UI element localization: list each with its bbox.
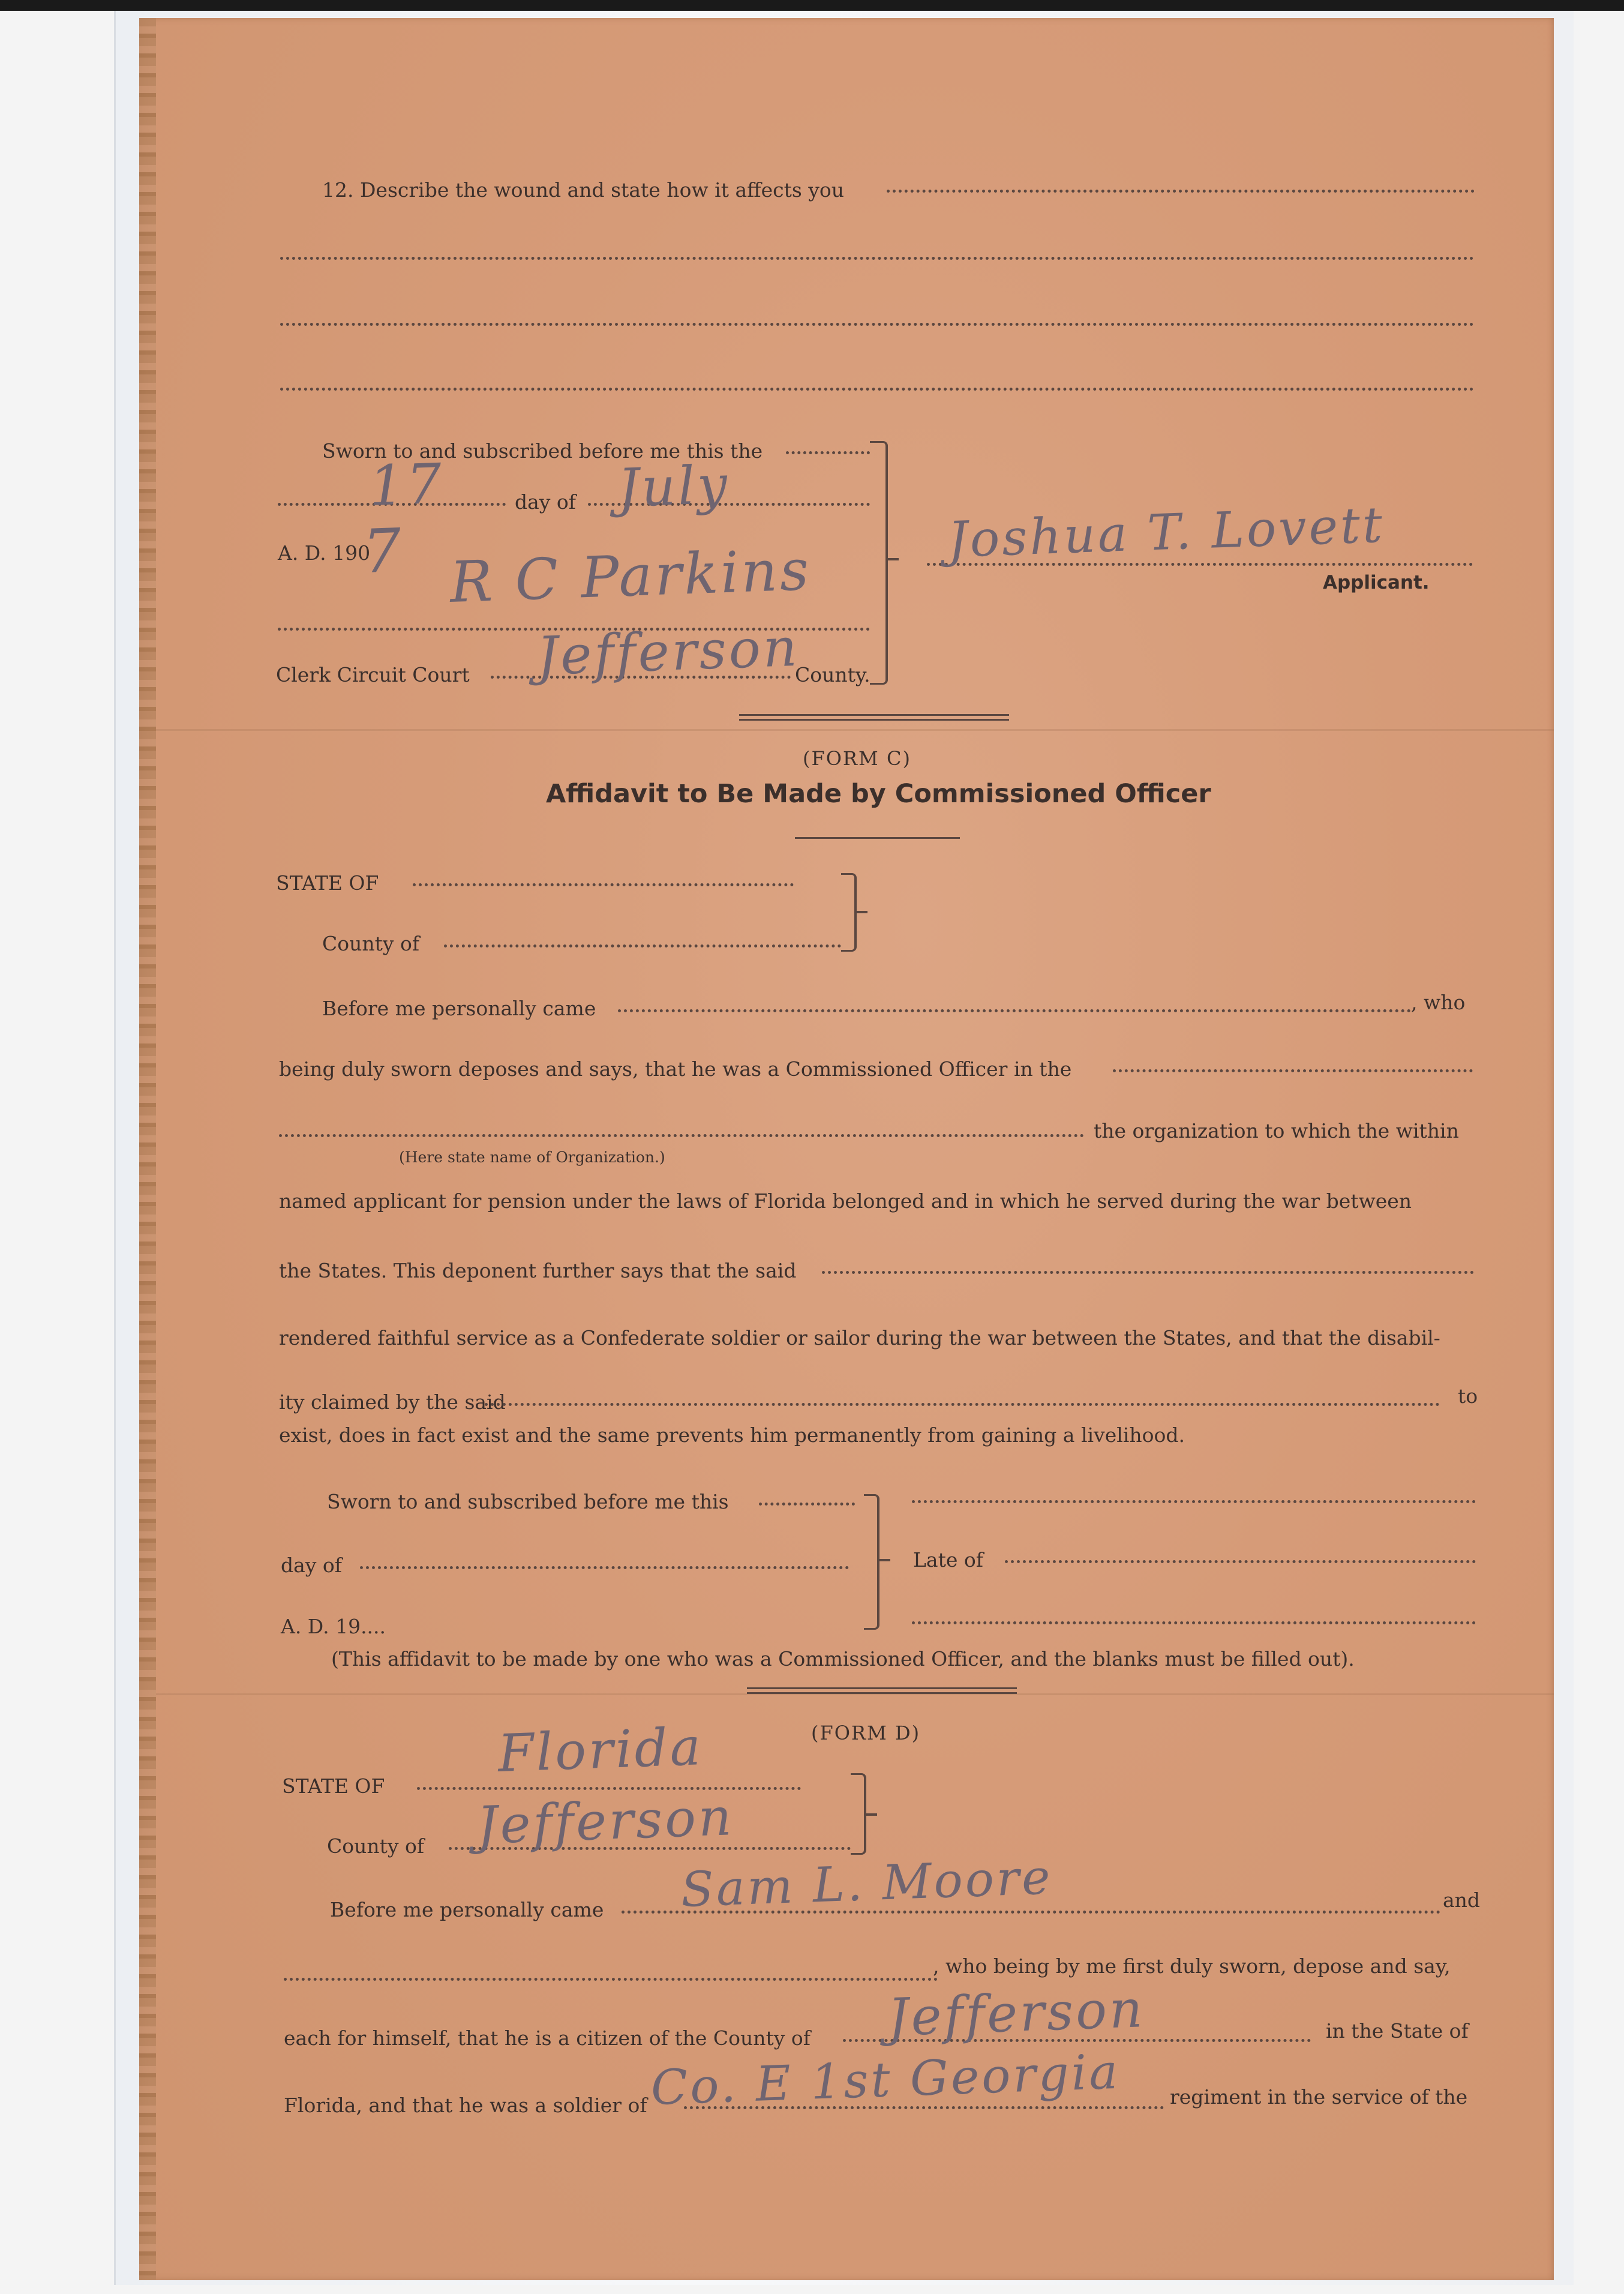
form-d-florida-soldier: Florida, and that he was a soldier of bbox=[284, 2094, 647, 2117]
jurat1-county: County. bbox=[795, 663, 870, 686]
form-c-org-hint: (Here state name of Organization.) bbox=[399, 1149, 665, 1166]
form-c-sworn-blank bbox=[759, 1503, 855, 1506]
form-c-late-of: Late of bbox=[913, 1548, 983, 1572]
separator-rule bbox=[747, 1687, 1017, 1689]
form-c-day-of: day of bbox=[281, 1554, 343, 1577]
hw-form-d-unit: Co. E 1st Georgia bbox=[650, 2043, 1121, 2116]
form-c-note: (This affidavit to be made by one who was a Commissioned Officer, and the blanks must be filled out). bbox=[331, 1647, 1355, 1671]
form-c-line-being: being duly sworn deposes and says, that he was a Commissioned Officer in the bbox=[279, 1057, 1072, 1081]
hw-month: July bbox=[617, 453, 731, 519]
jurat1-blank bbox=[786, 451, 870, 454]
form-d-in-state: in the State of bbox=[1326, 2019, 1469, 2043]
separator-rule bbox=[747, 1692, 1017, 1694]
form-d-label: (FORM D) bbox=[811, 1722, 921, 1744]
torn-left-edge bbox=[139, 18, 156, 2280]
form-c-line-named: named applicant for pension under the laws of Florida belonged and in which he served during the war between bbox=[279, 1189, 1412, 1213]
jurat1-sworn: Sworn to and subscribed before me this the bbox=[322, 439, 763, 463]
separator-rule bbox=[739, 719, 1009, 721]
hw-year: 7 bbox=[361, 515, 405, 587]
applicant-label: Applicant. bbox=[1323, 572, 1430, 593]
form-c-line-rendered: rendered faithful service as a Confederate soldier or sailor during the war between the States, and that the disabil- bbox=[279, 1326, 1440, 1350]
form-d-each-for: each for himself, that he is a citizen of the County of bbox=[284, 2026, 811, 2050]
form-c-label: (FORM C) bbox=[803, 747, 911, 770]
form-c-sworn: Sworn to and subscribed before me this bbox=[327, 1490, 729, 1513]
q12-blank bbox=[280, 323, 1474, 326]
form-c-person-blank bbox=[618, 1009, 1411, 1012]
form-d-state-blank bbox=[417, 1787, 801, 1790]
form-c-before-me: Before me personally came bbox=[322, 997, 596, 1020]
form-c-line-ity-end: to bbox=[1458, 1384, 1478, 1408]
top-edge-bar bbox=[0, 0, 1624, 11]
q12-blank bbox=[280, 257, 1474, 260]
form-c-day-blank bbox=[360, 1566, 849, 1569]
title-rule bbox=[795, 837, 960, 839]
separator-rule bbox=[739, 714, 1009, 716]
form-d-county-of: County of bbox=[327, 1834, 425, 1858]
hw-clerk-signature: R C Parkins bbox=[449, 538, 812, 616]
form-d-before-me: Before me personally came bbox=[330, 1898, 604, 1921]
form-c-county-blank bbox=[444, 944, 841, 947]
hw-form-d-county: Jefferson bbox=[476, 1787, 735, 1856]
form-c-line-states: the States. This deponent further says that the said bbox=[279, 1259, 797, 1282]
form-c-org-end: the organization to which the within bbox=[1094, 1119, 1459, 1142]
fold-crease bbox=[156, 729, 1554, 731]
form-d-person2-blank bbox=[284, 1978, 938, 1981]
form-c-late-of-blank bbox=[1005, 1560, 1476, 1563]
hw-form-d-state: Florida bbox=[497, 1717, 704, 1784]
form-c-officer-line-blank bbox=[912, 1621, 1476, 1624]
hw-day: 17 bbox=[368, 451, 445, 518]
form-c-ad: A. D. 19.... bbox=[281, 1615, 386, 1638]
q12-blank bbox=[280, 388, 1474, 391]
form-c-state-of: STATE OF bbox=[276, 871, 379, 895]
form-c-officer-blank bbox=[1113, 1069, 1473, 1072]
form-c-jurat-bracket-tip bbox=[877, 1559, 890, 1561]
form-c-org-blank bbox=[279, 1134, 1084, 1137]
form-c-said-blank bbox=[822, 1271, 1474, 1274]
hw-county: Jefferson bbox=[536, 616, 800, 687]
form-d-regiment: regiment in the service of the bbox=[1170, 2085, 1468, 2109]
form-d-bracket-tip bbox=[864, 1813, 877, 1816]
form-d-and: and bbox=[1443, 1888, 1481, 1912]
q12-label: 12. Describe the wound and state how it affects you bbox=[322, 178, 845, 202]
form-c-county-of: County of bbox=[322, 932, 420, 955]
form-c-line-ity: ity claimed by the said bbox=[279, 1390, 506, 1414]
form-d-who-sworn: , who being by me first duly sworn, depose and say, bbox=[933, 1954, 1451, 1978]
form-d-state-of: STATE OF bbox=[282, 1774, 385, 1798]
form-c-line-exist: exist, does in fact exist and the same prevents him permanently from gaining a livelihood. bbox=[279, 1423, 1185, 1447]
jurat1-ad: A. D. 190 bbox=[278, 541, 371, 565]
jurat1-day-of: day of bbox=[515, 490, 577, 514]
hw-applicant-signature: Joshua T. Lovett bbox=[947, 496, 1386, 569]
form-c-officer-signature-blank bbox=[912, 1500, 1476, 1503]
form-c-state-blank bbox=[413, 883, 794, 886]
jurat1-bracket-tip bbox=[885, 558, 899, 560]
form-c-bracket-tip bbox=[854, 911, 867, 913]
form-c-ity-blank bbox=[485, 1403, 1440, 1406]
hw-form-d-person: Sam L. Moore bbox=[680, 1849, 1053, 1918]
form-c-who: , who bbox=[1411, 991, 1466, 1014]
document-page bbox=[139, 18, 1554, 2280]
jurat1-bracket bbox=[870, 441, 888, 685]
form-c-jurat-bracket bbox=[864, 1494, 879, 1630]
form-c-title: Affidavit to Be Made by Commissioned Officer bbox=[546, 779, 1211, 809]
hw-form-d-citizen-county: Jefferson bbox=[887, 1979, 1146, 2048]
jurat1-clerk: Clerk Circuit Court bbox=[276, 663, 470, 686]
q12-blank bbox=[887, 190, 1475, 193]
